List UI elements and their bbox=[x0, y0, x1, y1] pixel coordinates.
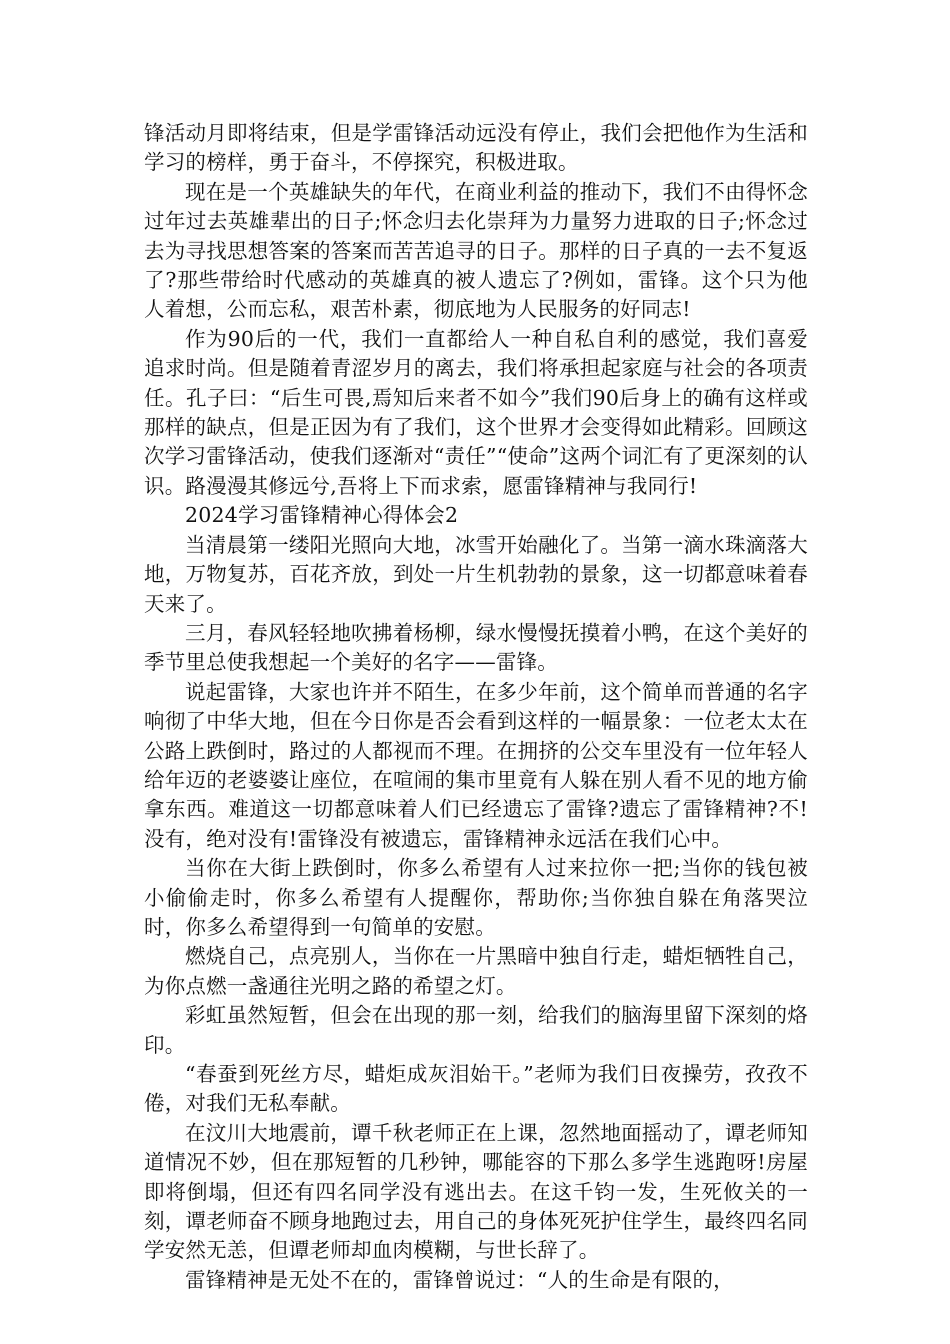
section-heading: 2024学习雷锋精神心得体会2 bbox=[185, 503, 459, 528]
paragraph: 燃烧自己，点亮别人，当你在一片黑暗中独自行走，蜡炬牺牲自己，为你点燃一盏通往光明之路的希望之灯。 bbox=[144, 944, 808, 998]
paragraph: 三月，春风轻轻地吹拂着杨柳，绿水慢慢抚摸着小鸭，在这个美好的季节里总使我想起一个美好的名字——雷锋。 bbox=[144, 620, 808, 675]
paragraph: 说起雷锋，大家也许并不陌生，在多少年前，这个简单而普通的名字响彻了中华大地，但在今日你是否会看到这样的一幅景象：一位老太太在公路上跌倒时，路过的人都视而不理。在拥挤的公交车里没有一位年轻人给年迈的老婆婆让座位，在喧闹的集市里竟有人躲在别人看不见的地方偷拿东西。难道这一切都意味着人们已经遗忘了雷锋?遗忘了雷锋精神?不!没有，绝对没有!雷锋没有被遗忘，雷锋精神永远活在我们心中。 bbox=[144, 679, 808, 851]
document-body bbox=[144, 119, 808, 1295]
paragraph: “春蚕到死丝方尽，蜡炬成灰泪始干。”老师为我们日夜操劳，孜孜不倦，对我们无私奉献。 bbox=[144, 1062, 808, 1116]
paragraph: 彩虹虽然短暂，但会在出现的那一刻，给我们的脑海里留下深刻的烙印。 bbox=[144, 1003, 808, 1057]
paragraph: 现在是一个英雄缺失的年代，在商业利益的推动下，我们不由得怀念过年过去英雄辈出的日子;怀念归去化崇拜为力量努力进取的日子;怀念过去为寻找思想答案的答案而苦苦追寻的日子。那样的日子真的一去不复返了?那些带给时代感动的英雄真的被人遗忘了?例如，雷锋。这个只为他人着想，公而忘私，艰苦朴素，彻底地为人民服务的好同志! bbox=[144, 179, 808, 322]
paragraph: 雷锋精神是无处不在的，雷锋曾说过：“人的生命是有限的， bbox=[185, 1267, 734, 1292]
continuation-paragraph: 锋活动月即将结束，但是学雷锋活动远没有停止，我们会把他作为生活和学习的榜样，勇于奋斗，不停探究，积极进取。 bbox=[144, 121, 808, 175]
paragraph: 在汶川大地震前，谭千秋老师正在上课，忽然地面摇动了，谭老师知道情况不妙，但在那短暂的几秒钟，哪能容的下那么多学生逃跑呀!房屋即将倒塌，但还有四名同学没有逃出去。在这千钧一发，生死攸关的一刻，谭老师奋不顾身地跑过去，用自己的身体死死护住学生，最终四名同学安然无恙，但谭老师却血肉模糊，与世长辞了。 bbox=[144, 1120, 808, 1263]
paragraph: 当你在大街上跌倒时，你多么希望有人过来拉你一把;当你的钱包被小偷偷走时，你多么希望有人提醒你，帮助你;当你独自躲在角落哭泣时，你多么希望得到一句简单的安慰。 bbox=[144, 856, 808, 939]
paragraph: 当清晨第一缕阳光照向大地，冰雪开始融化了。当第一滴水珠滴落大地，万物复苏，百花齐放，到处一片生机勃勃的景象，这一切都意味着春天来了。 bbox=[144, 532, 808, 616]
paragraph: 作为90后的一代，我们一直都给人一种自私自利的感觉，我们喜爱追求时尚。但是随着青涩岁月的离去，我们将承担起家庭与社会的各项责任。孔子曰：“后生可畏,焉知后来者不如今”我们90后身上的确有这样或那样的缺点，但是正因为有了我们，这个世界才会变得如此精彩。回顾这次学习雷锋活动，使我们逐渐对“责任”“使命”这两个词汇有了更深刻的认识。路漫漫其修远兮,吾将上下而求索，愿雷锋精神与我同行! bbox=[144, 326, 808, 498]
